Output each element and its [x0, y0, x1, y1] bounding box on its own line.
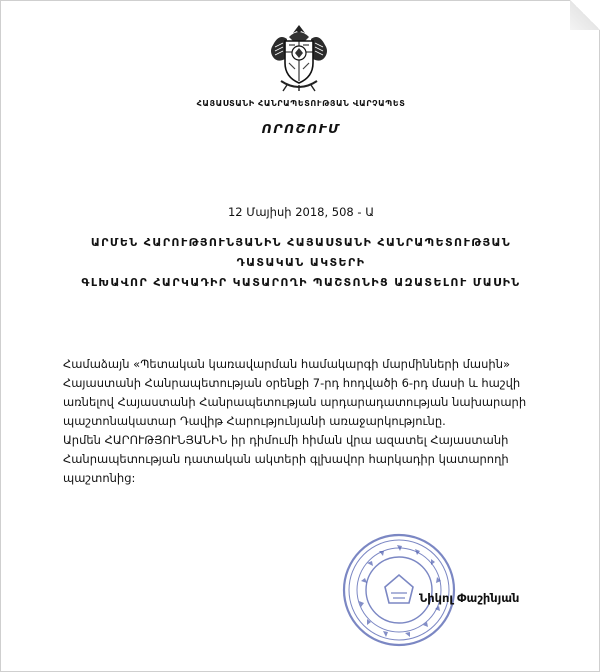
heading-line-2: ԳԼԽԱՎՈՐ ՀԱՐԿԱԴԻՐ ԿԱՏԱՐՈՂԻ ՊԱՇՏՈՆԻՑ ԱԶԱՏԵԼՈՒ ՄԱՍԻՆ — [81, 276, 521, 289]
coat-of-arms-emblem — [265, 23, 333, 93]
body-paragraph-2: Արմեն ՀԱՐՈՒԹՅՈՒՆՅԱՆԻՆ իր դիմումի հիման վրա ազատել Հայաստանի Հանրապետության դատական ակտերի գլխավոր հարկադիր կատարողի պաշտոնից: — [63, 433, 509, 485]
date-and-number: 12 Մայիսի 2018, 508 - Ա — [227, 205, 375, 219]
body-paragraph-1: Համաձայն «Պետական կառավարման համակարգի մարմինների մասին» Հայաստանի Հանրապետության օրենքի 7-րդ հոդվածի 6-րդ մասի և հաշվի առնելով Հայաստանի Հանրապետության արդարադատության նախարարի պաշտոնակատար Դավիթ Հարությունյանի առաջարկությունը. — [63, 357, 527, 428]
decision-body — [63, 355, 553, 488]
heading-line-1: ԱՐՄԵՆ ՀԱՐՈՒԹՅՈՒՆՅԱՆԻՆ ՀԱՅԱՍՏԱՆԻ ՀԱՆՐԱՊԵՏՈՒԹՅԱՆ ԴԱՏԱԿԱՆ ԱԿՏԵՐԻ — [90, 236, 512, 269]
organization-title: ՀԱՅԱՍՏԱՆԻ ՀԱՆՐԱՊԵՏՈՒԹՅԱՆ ՎԱՐՉԱՊԵՏ — [196, 99, 406, 108]
decision-heading — [61, 233, 541, 293]
official-seal-stamp — [339, 531, 459, 649]
page-fold-corner — [570, 0, 600, 30]
signer-name: Նիկոլ Փաշինյան — [419, 591, 520, 605]
document-type: ՈՐՈՇՈՒՄ — [261, 121, 341, 136]
